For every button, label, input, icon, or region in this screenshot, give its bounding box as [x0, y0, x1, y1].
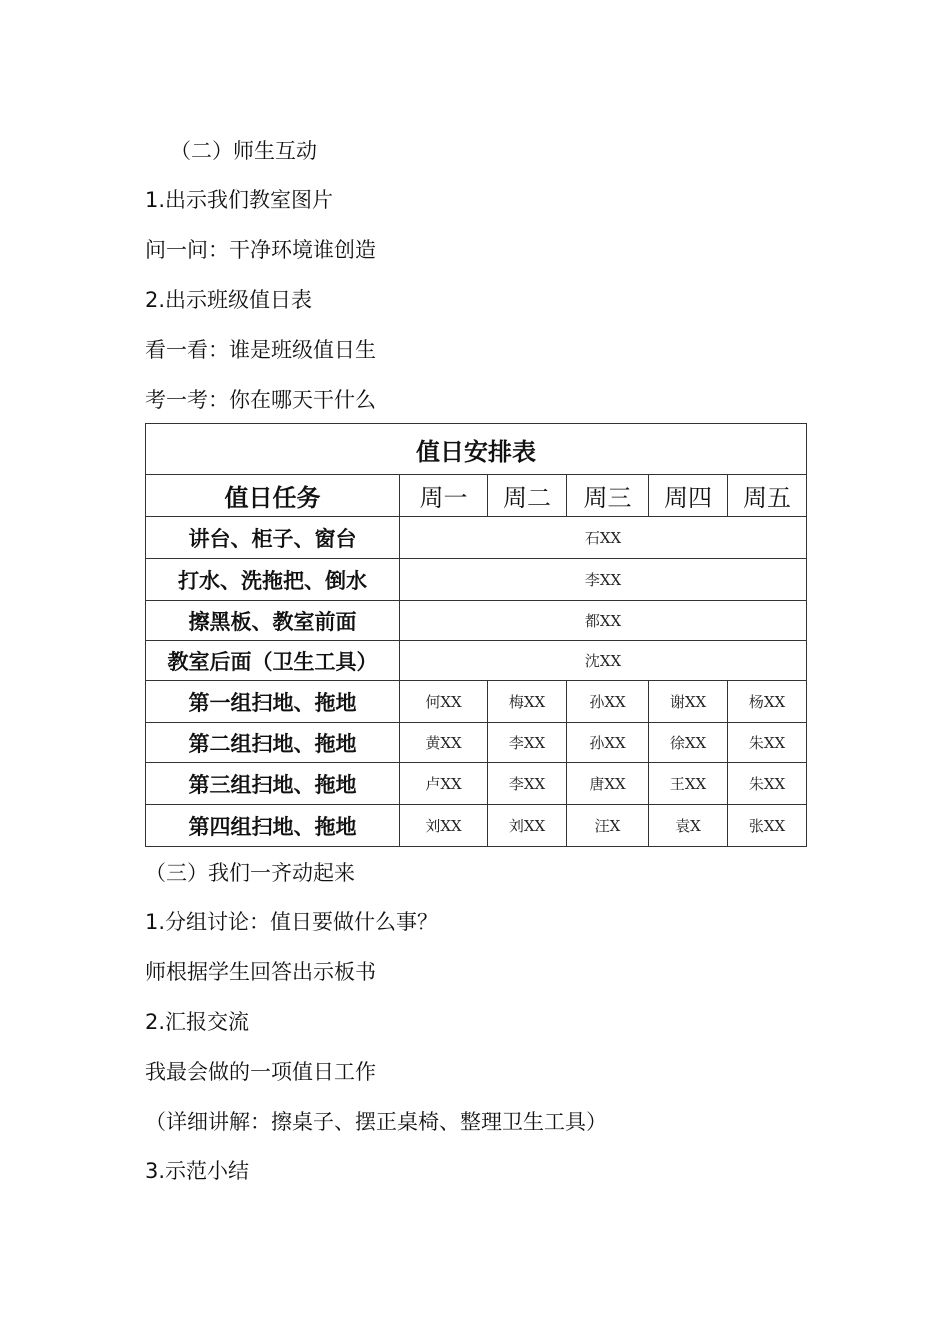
- duty-name: 袁X: [649, 805, 728, 847]
- header-day: 周一: [400, 475, 488, 517]
- duty-name: 朱XX: [728, 723, 807, 763]
- task-cell: 第三组扫地、拖地: [146, 763, 400, 805]
- prompt-look: 看一看：谁是班级值日生: [145, 338, 376, 362]
- header-day: 周四: [649, 475, 728, 517]
- duty-name: 李XX: [488, 723, 567, 763]
- duty-name: 石XX: [400, 517, 807, 559]
- prompt-think: 考一考：你在哪天干什么: [145, 388, 376, 412]
- table-row: [146, 517, 807, 559]
- duty-name: 徐XX: [649, 723, 728, 763]
- duty-name: 梅XX: [488, 681, 567, 723]
- table-row: [146, 559, 807, 601]
- table-caption: 值日安排表: [146, 424, 807, 475]
- task-cell: 擦黑板、教室前面: [146, 601, 400, 641]
- table-row: [146, 601, 807, 641]
- section3-heading: （三）我们一齐动起来: [145, 861, 355, 885]
- section2-heading: （二）师生互动: [170, 139, 317, 163]
- item-demo-summary: 3.示范小结: [145, 1159, 250, 1183]
- duty-name: 刘XX: [400, 805, 488, 847]
- item-report-exchange: 2.汇报交流: [145, 1010, 250, 1034]
- table-row: [146, 805, 807, 847]
- duty-name: 张XX: [728, 805, 807, 847]
- note-best-duty: 我最会做的一项值日工作: [145, 1060, 376, 1084]
- header-day: 周五: [728, 475, 807, 517]
- item-group-discussion: 1.分组讨论：值日要做什么事？: [145, 910, 439, 934]
- duty-name: 孙XX: [567, 681, 649, 723]
- task-cell: 打水、洗拖把、倒水: [146, 559, 400, 601]
- duty-name: 刘XX: [488, 805, 567, 847]
- task-cell: 第一组扫地、拖地: [146, 681, 400, 723]
- item-show-classroom-photo: 1.出示我们教室图片: [145, 188, 334, 212]
- duty-name: 唐XX: [567, 763, 649, 805]
- task-cell: 第二组扫地、拖地: [146, 723, 400, 763]
- table-row: [146, 641, 807, 681]
- duty-name: 杨XX: [728, 681, 807, 723]
- table-row: [146, 763, 807, 805]
- header-task: 值日任务: [146, 475, 400, 517]
- duty-name: 朱XX: [728, 763, 807, 805]
- duty-name: 汪X: [567, 805, 649, 847]
- note-blackboard: 师根据学生回答出示板书: [145, 960, 376, 984]
- duty-name: 卢XX: [400, 763, 488, 805]
- task-cell: 第四组扫地、拖地: [146, 805, 400, 847]
- duty-name: 孙XX: [567, 723, 649, 763]
- table-row: [146, 681, 807, 723]
- duty-name: 李XX: [400, 559, 807, 601]
- task-cell: 教室后面（卫生工具）: [146, 641, 400, 681]
- duty-name: 王XX: [649, 763, 728, 805]
- header-day: 周三: [567, 475, 649, 517]
- note-detail: （详细讲解：擦桌子、摆正桌椅、整理卫生工具）: [145, 1110, 607, 1134]
- question-clean-environment: 问一问：干净环境谁创造: [145, 238, 376, 262]
- header-day: 周二: [488, 475, 567, 517]
- item-show-duty-chart: 2.出示班级值日表: [145, 288, 313, 312]
- duty-schedule-table: [145, 423, 807, 847]
- duty-name: 何XX: [400, 681, 488, 723]
- table-row: [146, 723, 807, 763]
- duty-name: 黄XX: [400, 723, 488, 763]
- duty-name: 沈XX: [400, 641, 807, 681]
- duty-name: 李XX: [488, 763, 567, 805]
- duty-name: 都XX: [400, 601, 807, 641]
- task-cell: 讲台、柜子、窗台: [146, 517, 400, 559]
- duty-name: 谢XX: [649, 681, 728, 723]
